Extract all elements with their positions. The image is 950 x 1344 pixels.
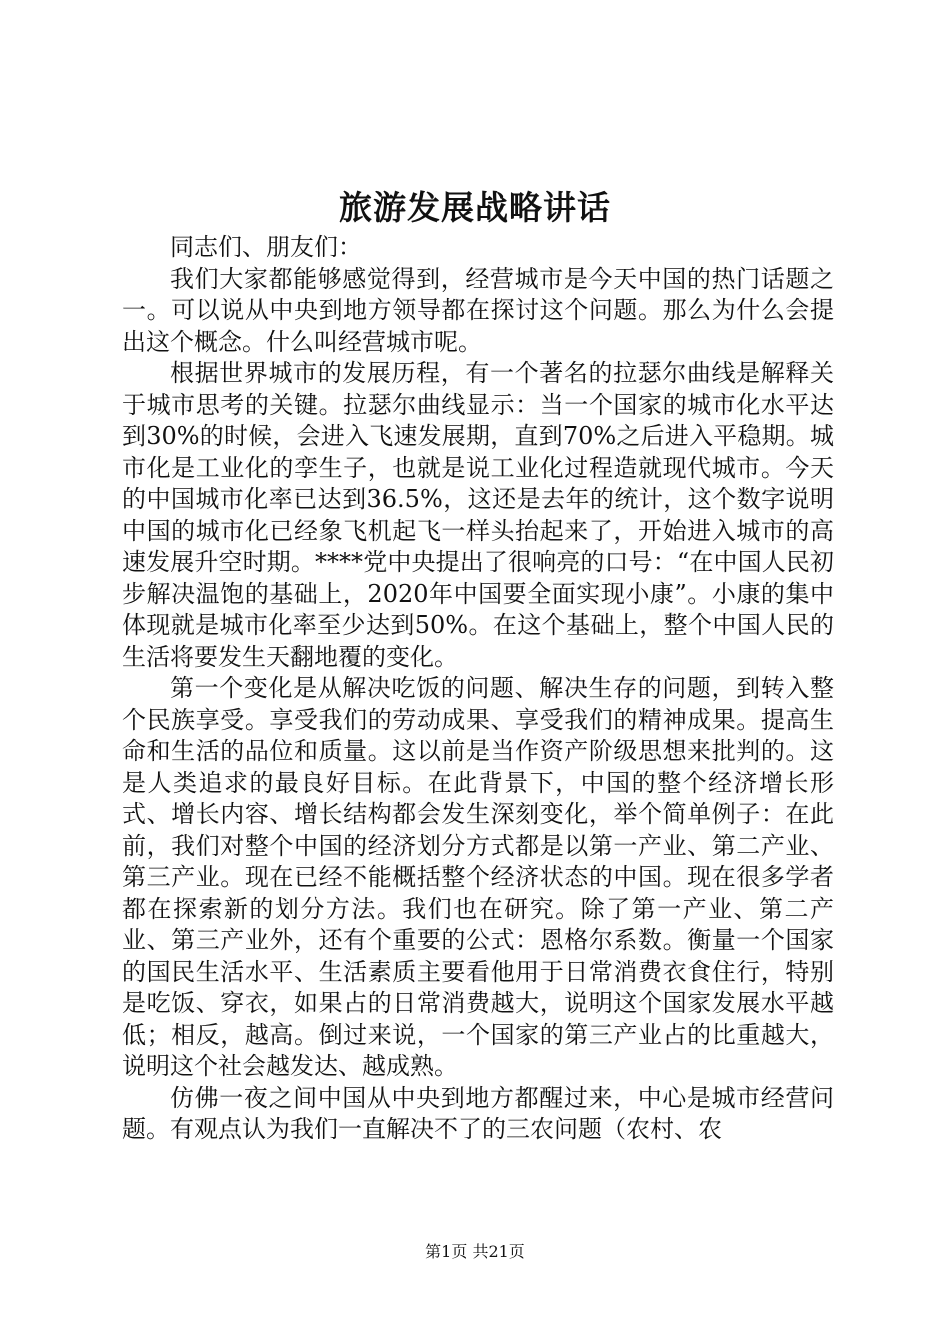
document-body bbox=[122, 232, 834, 1146]
paragraph-2: 根据世界城市的发展历程，有一个著名的拉瑟尔曲线是解释关于城市思考的关键。拉瑟尔曲线显示：当一个国家的城市化水平达到30%的时候，会进入飞速发展期，直到70%之后进入平稳期。城市化是工业化的孪生子，也就是说工业化过程造就现代城市。今天的中国城市化率已达到36.5%，这还是去年的统计，这个数字说明中国的城市化已经象飞机起飞一样头抬起来了，开始进入城市的高速发展升空时期。****党中央提出了很响亮的口号：“在中国人民初步解决温饱的基础上，2020年中国要全面实现小康”。小康的集中体现就是城市化率至少达到50%。在这个基础上，整个中国人民的生活将要发生天翻地覆的变化。 bbox=[122, 359, 834, 671]
page-number-footer: 第1页 共21页 bbox=[425, 1242, 525, 1261]
paragraph-4: 仿佛一夜之间中国从中央到地方都醒过来，中心是城市经营问题。有观点认为我们一直解决不了的三农问题（农村、农 bbox=[122, 1083, 834, 1143]
paragraph-3: 第一个变化是从解决吃饭的问题、解决生存的问题，到转入整个民族享受。享受我们的劳动成果、享受我们的精神成果。提高生命和生活的品位和质量。这以前是当作资产阶级思想来批判的。这是人类追求的最良好目标。在此背景下，中国的整个经济增长形式、增长内容、增长结构都会发生深刻变化，举个简单例子：在此前，我们对整个中国的经济划分方式都是以第一产业、第二产业、第三产业。现在已经不能概括整个经济状态的中国。现在很多学者都在探索新的划分方法。我们也在研究。除了第一产业、第二产业、第三产业外，还有个重要的公式：恩格尔系数。衡量一个国家的国民生活水平、生活素质主要看他用于日常消费衣食住行，特别是吃饭、穿衣，如果占的日常消费越大，说明这个国家发展水平越低；相反，越高。倒过来说，一个国家的第三产业占的比重越大，说明这个社会越发达、越成熟。 bbox=[122, 674, 834, 1080]
paragraph-greeting: 同志们、朋友们： bbox=[170, 233, 362, 261]
paragraph-1: 我们大家都能够感觉得到，经营城市是今天中国的热门话题之一。可以说从中央到地方领导都在探讨这个问题。那么为什么会提出这个概念。什么叫经营城市呢。 bbox=[122, 264, 834, 356]
document-title: 旅游发展战略讲话 bbox=[339, 188, 611, 227]
